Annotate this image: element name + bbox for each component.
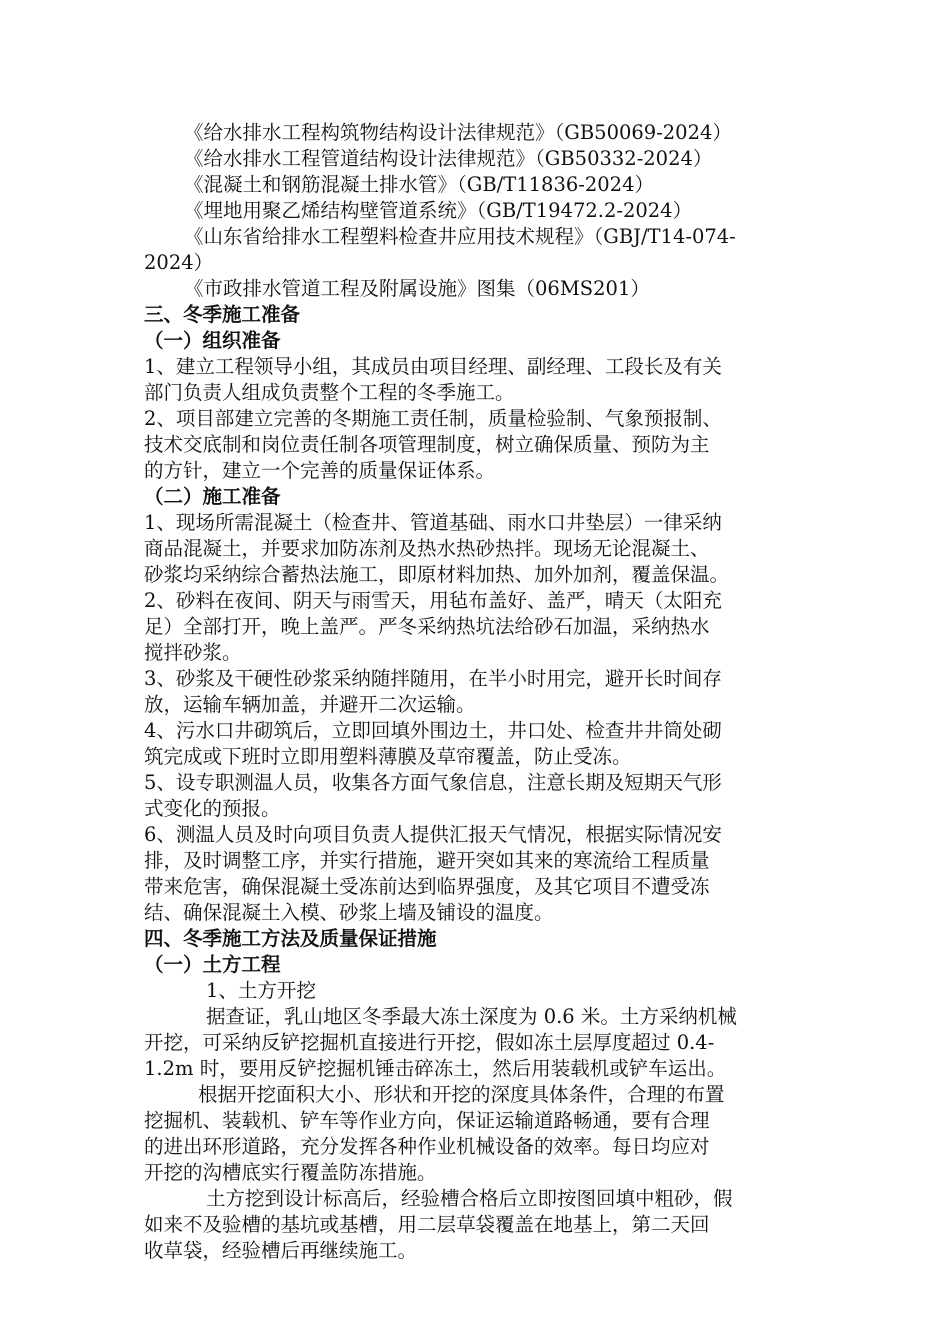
document-body (144, 120, 808, 1264)
body-line: 5、设专职测温人员，收集各方面气象信息，注意长期及短期天气形 (144, 771, 722, 794)
body-line: 的进出环形道路，充分发挥各种作业机械设备的效率。每日均应对 (144, 1135, 710, 1158)
body-line: 开挖的沟槽底实行覆盖防冻措施。 (144, 1161, 437, 1184)
body-line: 商品混凝土，并要求加防冻剂及热水热砂热拌。现场无论混凝土、 (144, 537, 710, 560)
body-line: 足）全部打开，晚上盖严。严冬采纳热坑法给砂石加温，采纳热水 (144, 615, 710, 638)
body-line: 土方挖到设计标高后，经验槽合格后立即按图回填中粗砂，假 (206, 1187, 733, 1210)
reference-line: 2024） (144, 251, 214, 274)
body-line: 收草袋，经验槽后再继续施工。 (144, 1239, 418, 1262)
body-line: 挖掘机、装载机、铲车等作业方向，保证运输道路畅通，要有合理 (144, 1109, 710, 1132)
body-line: 的方针，建立一个完善的质量保证体系。 (144, 459, 496, 482)
body-line: 带来危害，确保混凝土受冻前达到临界强度，及其它项目不遭受冻 (144, 875, 710, 898)
body-line: 根据开挖面积大小、形状和开挖的深度具体条件，合理的布置 (198, 1083, 725, 1106)
body-line: 据查证，乳山地区冬季最大冻土深度为 0.6 米。土方采纳机械 (206, 1005, 737, 1028)
body-line: 排，及时调整工序，并实行措施，避开突如其来的寒流给工程质量 (144, 849, 710, 872)
body-line: 部门负责人组成负责整个工程的冬季施工。 (144, 381, 515, 404)
item-heading: 1、土方开挖 (206, 979, 316, 1002)
body-line: 1、现场所需混凝土（检查井、管道基础、雨水口井垫层）一律采纳 (144, 511, 722, 534)
reference-line: 《混凝土和钢筋混凝土排水管》（GB/T11836-2024） (184, 173, 654, 196)
body-line: 式变化的预报。 (144, 797, 281, 820)
reference-line: 《给水排水工程构筑物结构设计法律规范》（GB50069-2024） (184, 121, 732, 144)
reference-line: 《埋地用聚乙烯结构壁管道系统》（GB/T19472.2-2024） (184, 199, 693, 222)
body-line: 1.2m 时，要用反铲挖掘机锤击碎冻土，然后用装载机或铲车运出。 (144, 1057, 727, 1080)
subsection-heading: （一）土方工程 (144, 953, 281, 976)
body-line: 放，运输车辆加盖，并避开二次运输。 (144, 693, 476, 716)
body-line: 搅拌砂浆。 (144, 641, 242, 664)
body-line: 砂浆均采纳综合蓄热法施工，即原材料加热、加外加剂，覆盖保温。 (144, 563, 730, 586)
reference-line: 《山东省给排水工程塑料检查井应用技术规程》（GBJ/T14-074- (184, 225, 736, 248)
body-line: 结、确保混凝土入模、砂浆上墙及铺设的温度。 (144, 901, 554, 924)
reference-line: 《市政排水管道工程及附属设施》图集（06MS201） (184, 277, 650, 300)
body-line: 3、砂浆及干硬性砂浆采纳随拌随用，在半小时用完，避开长时间存 (144, 667, 722, 690)
body-line: 开挖，可采纳反铲挖掘机直接进行开挖，假如冻土层厚度超过 0.4- (144, 1031, 715, 1054)
body-line: 4、污水口井砌筑后，立即回填外围边土，井口处、检查井井筒处砌 (144, 719, 722, 742)
section-heading: 四、冬季施工方法及质量保证措施 (144, 927, 437, 950)
body-line: 2、砂料在夜间、阴天与雨雪天，用毡布盖好、盖严，晴天（太阳充 (144, 589, 722, 612)
subsection-heading: （二）施工准备 (144, 485, 281, 508)
body-line: 6、测温人员及时向项目负责人提供汇报天气情况，根据实际情况安 (144, 823, 722, 846)
body-line: 筑完成或下班时立即用塑料薄膜及草帘覆盖，防止受冻。 (144, 745, 632, 768)
body-line: 如来不及验槽的基坑或基槽，用二层草袋覆盖在地基上，第二天回 (144, 1213, 710, 1236)
reference-line: 《给水排水工程管道结构设计法律规范》（GB50332-2024） (184, 147, 713, 170)
body-line: 2、项目部建立完善的冬期施工责任制，质量检验制、气象预报制、 (144, 407, 722, 430)
body-line: 技术交底制和岗位责任制各项管理制度，树立确保质量、预防为主 (144, 433, 710, 456)
body-line: 1、建立工程领导小组，其成员由项目经理、副经理、工段长及有关 (144, 355, 722, 378)
section-heading: 三、冬季施工准备 (144, 303, 301, 326)
subsection-heading: （一）组织准备 (144, 329, 281, 352)
